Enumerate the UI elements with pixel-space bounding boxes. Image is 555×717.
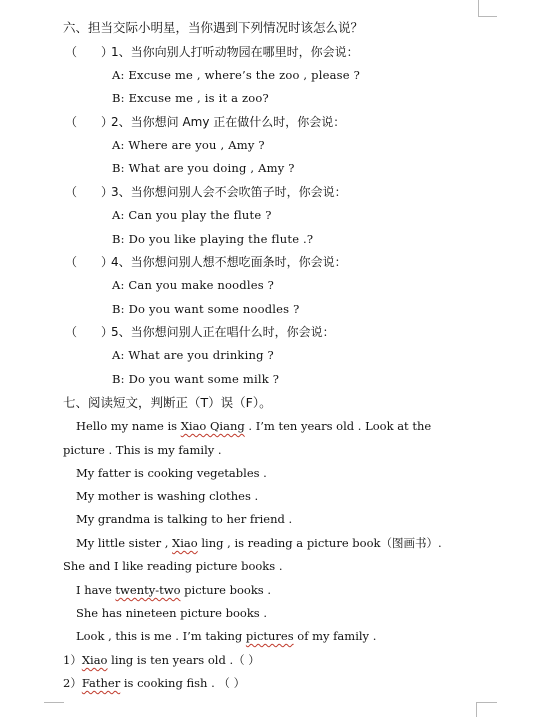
question-3-option-a: A: Can you play the flute ? [112,208,272,222]
page-corner-mark [44,702,64,704]
question-2-paren: （ ） [65,115,114,129]
passage-name: Xiao [172,536,198,550]
question-1-stem: 1、当你向别人打听动物园在哪里时，你会说： [111,45,359,59]
passage-line-2: picture . This is my family . [63,443,222,457]
question-1-option-b: B: Excuse me , is it a zoo? [112,91,269,105]
passage-name: Xiao Qiang [180,419,245,433]
judgement-text: is cooking fish . （ ） [120,676,246,690]
item-number: 2） [63,676,82,690]
question-5-option-b: B: Do you want some milk ? [112,372,280,386]
judgement-word: Xiao [81,653,108,667]
question-3-option-b: B: Do you like playing the flute .? [112,232,314,246]
question-3-stem: 3、当你想问别人会不会吹笛子时，你会说： [111,185,347,199]
passage-text: ling , is reading a picture book（图画书）. [197,536,442,550]
question-2-option-a: A: Where are you , Amy ? [112,138,265,152]
passage-text: . I’m ten years old . Look at the [244,419,432,433]
question-3-paren: （ ） [65,185,114,199]
question-5-stem: 5、当你想问别人正在唱什么时，你会说： [111,325,335,339]
question-1-paren: （ ） [65,45,114,59]
question-1-option-a: A: Excuse me , where’s the zoo , please ? [112,68,360,82]
passage-line-4: My mother is washing clothes . [76,489,259,503]
passage-text: My little sister , [76,536,173,550]
passage-line-5: My grandma is talking to her friend . [76,512,293,526]
passage-line-8 [76,582,271,598]
passage-text: Look , this is me . I’m taking [76,629,246,643]
passage-line-6 [76,535,442,551]
question-4-stem: 4、当你想问别人想不想吃面条时，你会说： [111,255,347,269]
judgement-text: ling is ten years old .（ ） [107,653,260,667]
passage-line-9: She has nineteen picture books . [76,606,268,620]
question-4-paren: （ ） [65,255,114,269]
question-4-option-a: A: Can you make noodles ? [112,278,275,292]
passage-line-10 [76,628,376,644]
passage-line-3: My fatter is cooking vegetables . [76,466,267,480]
section-7-title: 七、阅读短文，判断正（T）误（F）。 [63,395,272,410]
question-5-paren: （ ） [65,325,114,339]
question-2-option-b: B: What are you doing , Amy ? [112,161,295,175]
passage-word: pictures [245,629,294,643]
item-number: 1） [63,653,82,667]
question-2-stem: 2、当你想问 Amy 正在做什么时，你会说： [111,115,346,129]
passage-line-7: She and I like reading picture books . [63,559,283,573]
question-4-option-b: B: Do you want some noodles ? [112,302,300,316]
passage-text: Hello my name is [76,419,181,433]
page-corner-mark [478,0,497,17]
judgement-word: Father [81,676,121,690]
passage-text: I have [76,583,116,597]
passage-line-1 [76,418,431,434]
question-5-option-a: A: What are you drinking ? [112,348,274,362]
passage-word: twenty-two [115,583,181,597]
passage-text: picture books . [180,583,272,597]
judgement-item-2 [63,675,245,691]
passage-text: of my family . [293,629,377,643]
section-6-title: 六、担当交际小明星，当你遇到下列情况时该怎么说？ [63,20,364,35]
judgement-item-1 [63,652,260,668]
